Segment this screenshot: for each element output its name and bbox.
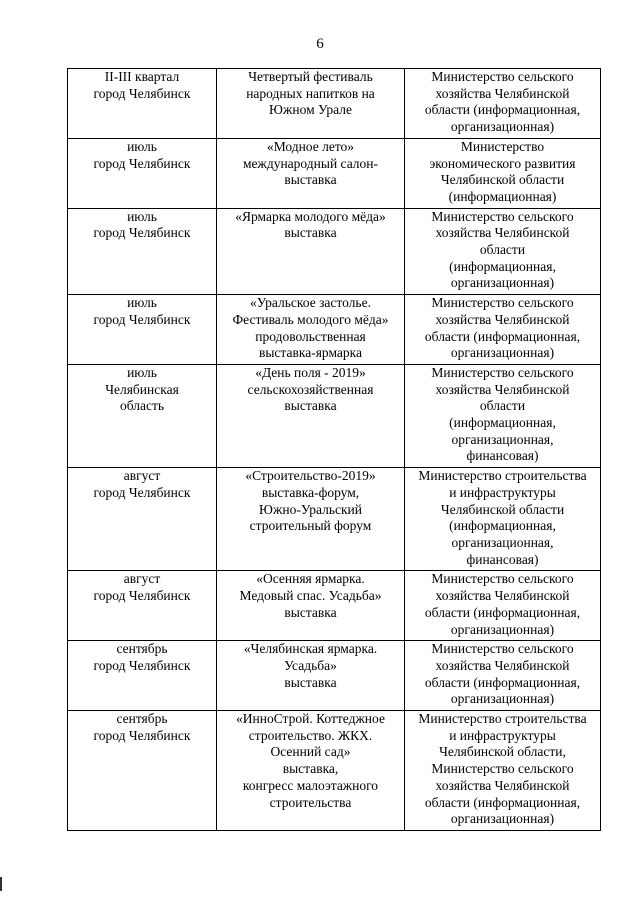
table-row xyxy=(68,571,601,641)
organizer-cell: Министерство сельского хозяйства Челябинской области (информационная, организационная) xyxy=(405,295,601,365)
organizer-cell: Министерство сельского хозяйства Челябинской области (информационная, организационная) xyxy=(405,208,601,295)
table-row xyxy=(68,208,601,295)
table-row xyxy=(68,364,601,467)
date-location-cell: июль город Челябинск xyxy=(68,295,217,365)
date-location-cell: июль город Челябинск xyxy=(68,208,217,295)
date-location-cell: сентябрь город Челябинск xyxy=(68,711,217,831)
organizer-cell: Министерство сельского хозяйства Челябинской области (информационная, организационная) xyxy=(405,641,601,711)
date-location-cell: август город Челябинск xyxy=(68,571,217,641)
organizer-cell: Министерство строительства и инфраструктуры Челябинской области, Министерство сельского хозяйства Челябинской области (информационная, организационная) xyxy=(405,711,601,831)
scan-edge-mark xyxy=(0,877,2,891)
table-row xyxy=(68,711,601,831)
date-location-cell: август город Челябинск xyxy=(68,468,217,571)
organizer-cell: Министерство сельского хозяйства Челябинской области (информационная, организационная, финансовая) xyxy=(405,364,601,467)
date-location-cell: июль город Челябинск xyxy=(68,138,217,208)
page-number: 6 xyxy=(316,36,324,52)
event-cell: «Ярмарка молодого мёда» выставка xyxy=(217,208,405,295)
table-row xyxy=(68,138,601,208)
event-cell: «Челябинская ярмарка. Усадьба» выставка xyxy=(217,641,405,711)
table-row xyxy=(68,295,601,365)
organizer-cell: Министерство сельского хозяйства Челябинской области (информационная, организационная) xyxy=(405,571,601,641)
table-row xyxy=(68,641,601,711)
date-location-cell: сентябрь город Челябинск xyxy=(68,641,217,711)
event-cell: «День поля - 2019» сельскохозяйственная выставка xyxy=(217,364,405,467)
organizer-cell: Министерство экономического развития Челябинской области (информационная) xyxy=(405,138,601,208)
table-row xyxy=(68,69,601,139)
organizer-cell: Министерство сельского хозяйства Челябинской области (информационная, организационная) xyxy=(405,69,601,139)
date-location-cell: II-III квартал город Челябинск xyxy=(68,69,217,139)
events-table xyxy=(67,68,601,831)
organizer-cell: Министерство строительства и инфраструктуры Челябинской области (информационная, организационная, финансовая) xyxy=(405,468,601,571)
event-cell: Четвертый фестиваль народных напитков на Южном Урале xyxy=(217,69,405,139)
event-cell: «Модное лето» международный салон- выставка xyxy=(217,138,405,208)
event-cell: «Осенняя ярмарка. Медовый спас. Усадьба» выставка xyxy=(217,571,405,641)
event-cell: «Уральское застолье. Фестиваль молодого мёда» продовольственная выставка-ярмарка xyxy=(217,295,405,365)
table-row xyxy=(68,468,601,571)
event-cell: «ИнноСтрой. Коттеджное строительство. ЖКХ. Осенний сад» выставка, конгресс малоэтажного строительства xyxy=(217,711,405,831)
date-location-cell: июль Челябинская область xyxy=(68,364,217,467)
event-cell: «Строительство-2019» выставка-форум, Южно-Уральский строительный форум xyxy=(217,468,405,571)
